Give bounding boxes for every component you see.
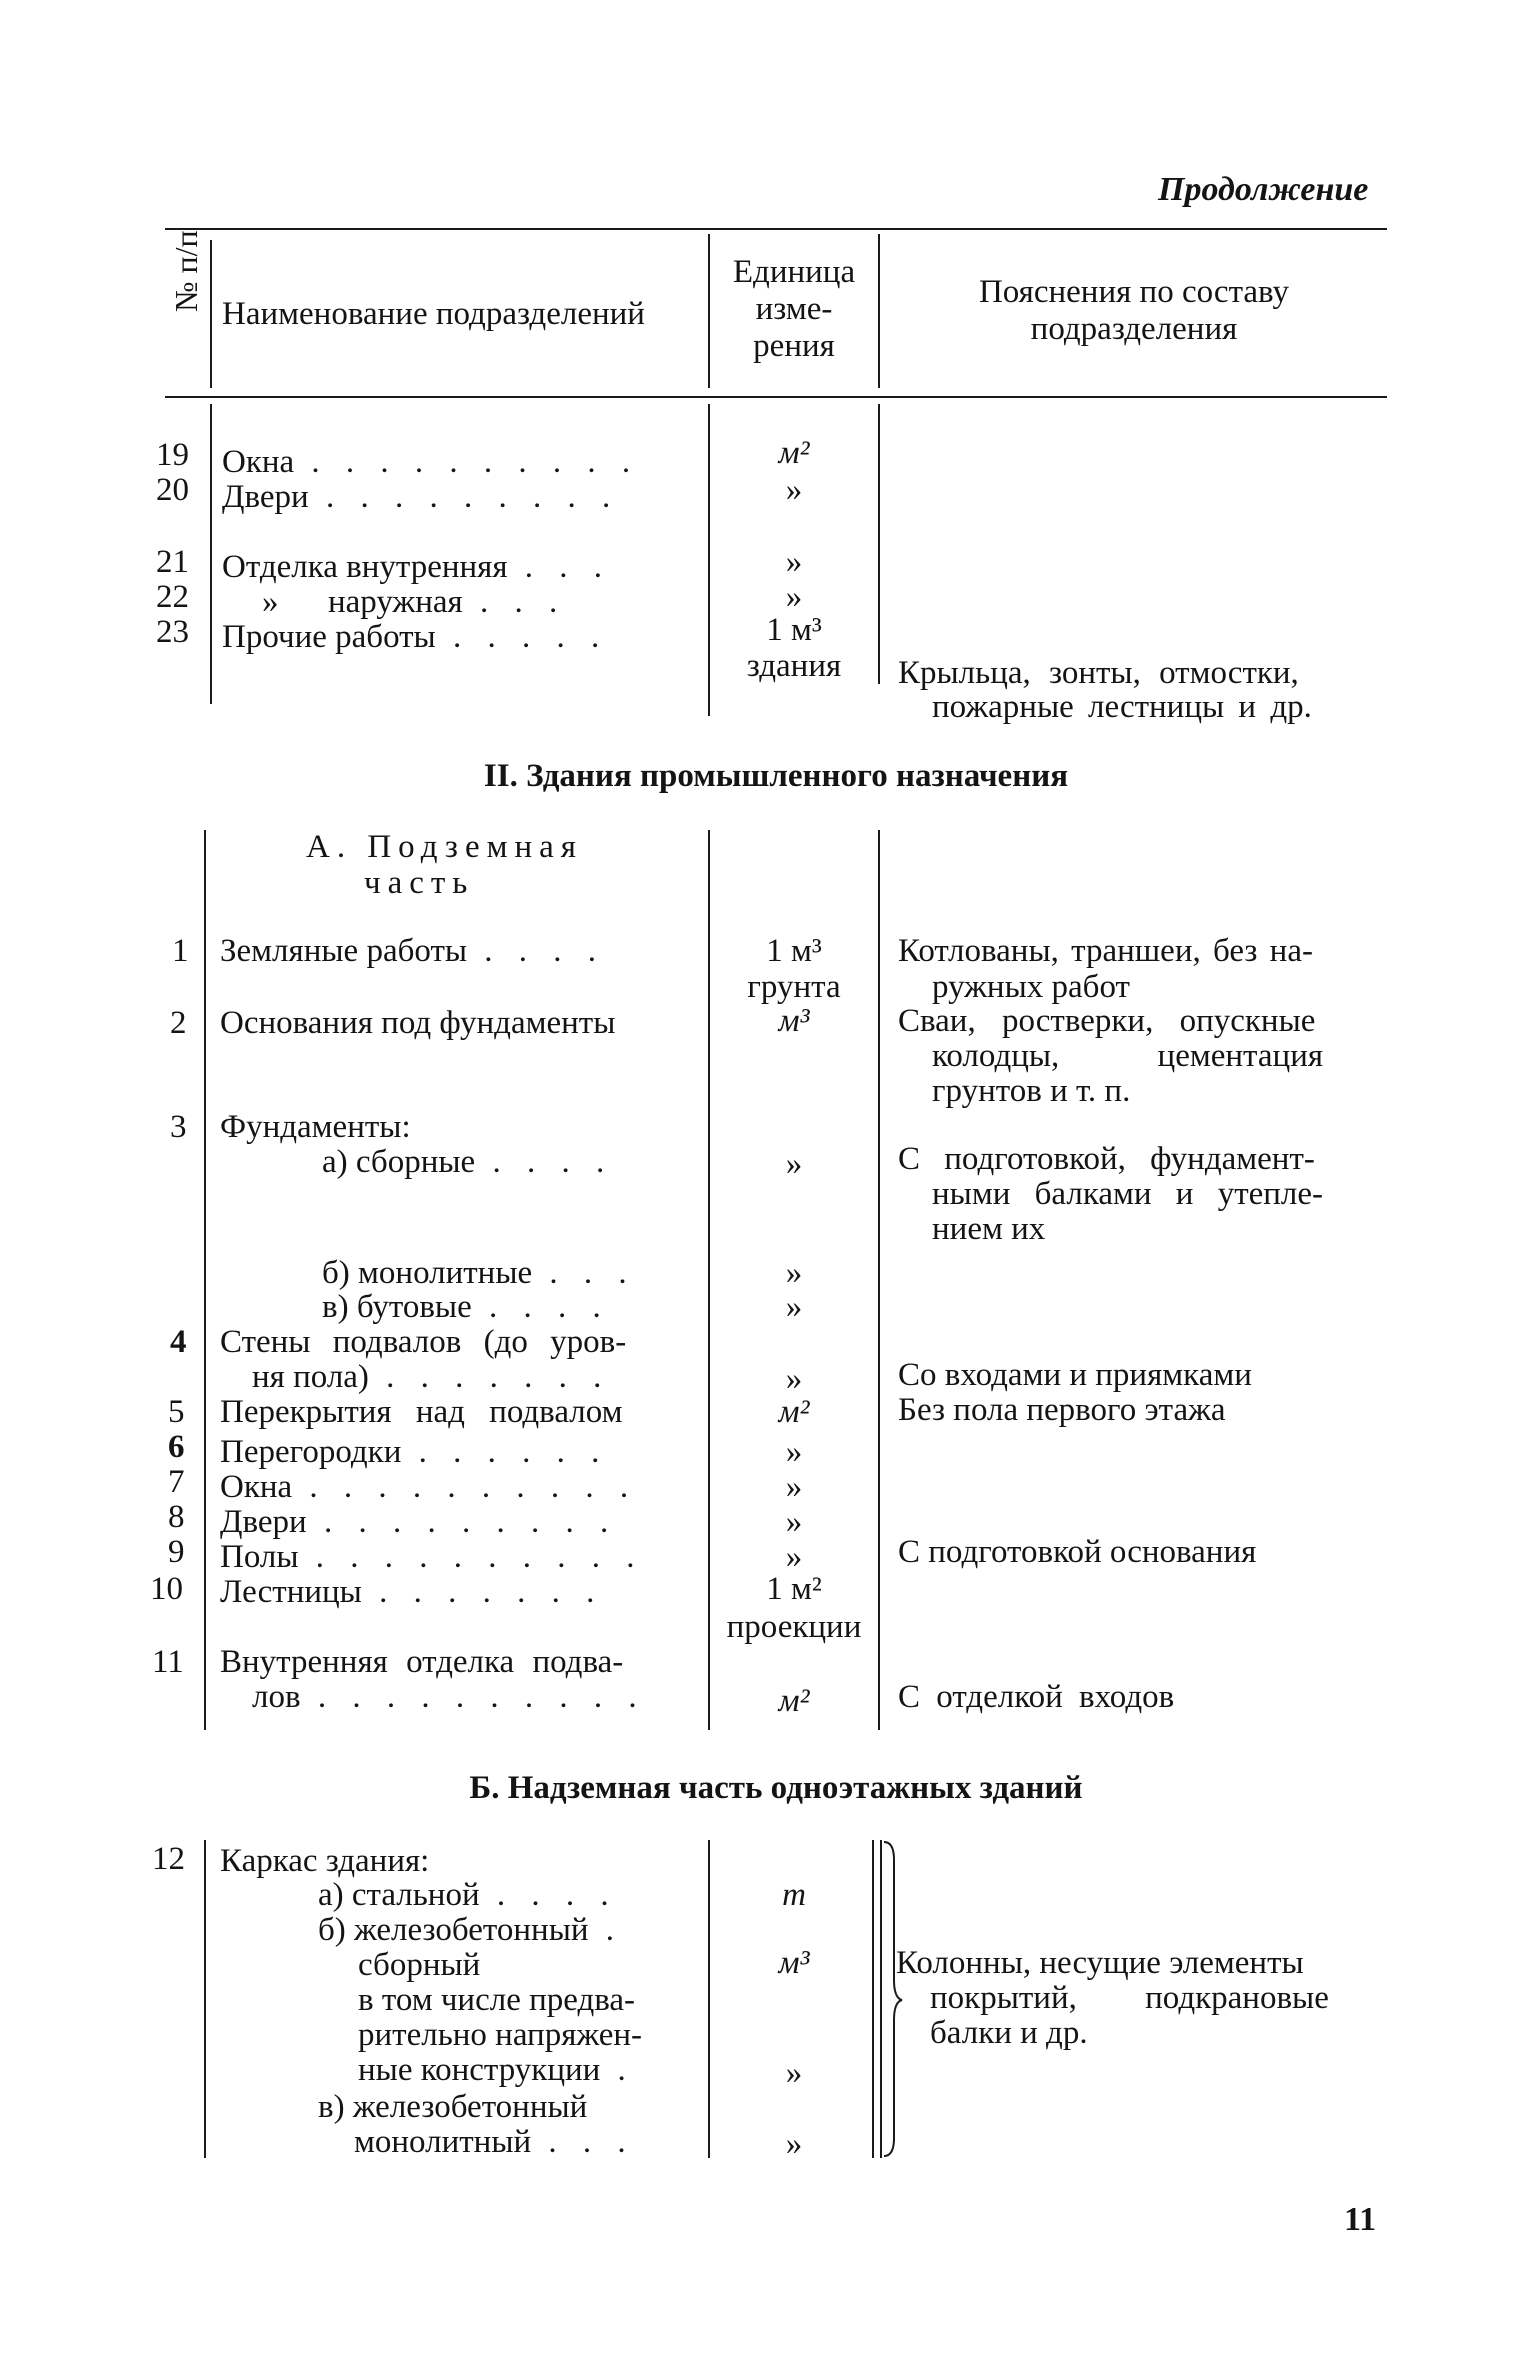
row-name: » наружная . . . [262, 584, 567, 620]
row-name: Внутренняя отделка подва- [220, 1644, 624, 1680]
row-num: 3 [170, 1109, 187, 1145]
b-sep-2 [708, 1840, 710, 2158]
row-explanation: Котлованы, траншеи, без на- [898, 933, 1313, 969]
row-name: б) монолитные . . . [322, 1255, 636, 1291]
row-name: Окна . . . . . . . . . . [220, 1469, 638, 1505]
row-num: 9 [168, 1534, 185, 1570]
subsection-title: Б. Надземная часть одноэтажных зданий [469, 1770, 1083, 1806]
row-unit: 1 м² [766, 1571, 822, 1607]
row-name: в) бутовые . . . . [322, 1289, 610, 1325]
row-num: 12 [152, 1841, 185, 1877]
row-name: Перегородки . . . . . . [220, 1434, 609, 1470]
row-num: 20 [156, 472, 189, 508]
row-num: 1 [172, 933, 189, 969]
row-name: Лестницы . . . . . . . [220, 1574, 604, 1610]
brace-icon [882, 1840, 904, 2158]
row-unit: » [785, 579, 803, 615]
row-unit: м² [778, 1683, 810, 1719]
row-explanation: Колонны, несущие элементы [896, 1945, 1304, 1981]
row-name: лов . . . . . . . . . . [252, 1679, 646, 1715]
row-explanation: нием их [932, 1211, 1046, 1247]
row-name: Полы . . . . . . . . . . [220, 1539, 644, 1575]
row-num: 21 [156, 544, 189, 580]
row-explanation: ными балками и утепле- [932, 1176, 1324, 1212]
a-sep-1 [204, 830, 206, 1730]
row-unit: т [782, 1877, 806, 1913]
row-unit: м² [778, 1394, 810, 1430]
row-name: Перекрытия над подвалом [220, 1394, 623, 1430]
row-unit: » [785, 1361, 803, 1397]
row-name: Фундаменты: [220, 1109, 411, 1145]
row-unit-2: здания [746, 648, 842, 684]
header-expl-2: подразделения [1030, 311, 1238, 347]
row-name: а) стальной . . . . [318, 1877, 618, 1913]
subsection-title: А. Подземная [306, 829, 583, 865]
header-top-rule [165, 228, 1387, 230]
row-explanation: Сваи, ростверки, опускные [898, 1003, 1316, 1039]
row-num: 6 [168, 1429, 185, 1465]
row-explanation: С отделкой входов [898, 1679, 1175, 1715]
row-unit: м² [778, 435, 810, 471]
row-name: в том числе предва- [358, 1982, 636, 2018]
row-unit-2: грунта [747, 969, 841, 1005]
row-unit: » [785, 1289, 803, 1325]
row-name: Прочие работы . . . . . [222, 619, 609, 655]
row-unit: » [785, 1504, 803, 1540]
row-unit: м³ [778, 1945, 810, 1981]
top-sep-2 [708, 404, 710, 716]
row-explanation: С подготовкой, фундамент- [898, 1141, 1315, 1177]
row-num: 4 [170, 1324, 187, 1360]
row-name: сборный [358, 1947, 481, 1983]
row-unit: » [785, 1434, 803, 1470]
section-title: II. Здания промышленного назначения [483, 758, 1069, 794]
continuation-label: Продолжение [1158, 171, 1369, 208]
row-name: б) железобетонный . [318, 1912, 624, 1948]
row-unit: » [785, 1539, 803, 1575]
row-explanation: Со входами и приямками [898, 1357, 1252, 1393]
row-unit: » [785, 544, 803, 580]
row-unit-2: проекции [726, 1609, 862, 1645]
row-name: Двери . . . . . . . . . [220, 1504, 618, 1540]
top-sep-3 [878, 404, 880, 684]
row-name: рительно напряжен- [358, 2017, 643, 2053]
row-unit: » [785, 2055, 803, 2091]
row-unit: » [785, 1255, 803, 1291]
header-name: Наименование подразделений [222, 296, 645, 332]
row-num: 19 [156, 437, 189, 473]
row-name: Двери . . . . . . . . . [222, 479, 620, 515]
a-sep-2 [708, 830, 710, 1730]
row-explanation: С подготовкой основания [898, 1534, 1257, 1570]
header-sep-1 [210, 240, 212, 388]
page-number: 11 [1344, 2201, 1377, 2238]
row-num: 8 [168, 1499, 185, 1535]
row-explanation: Без пола первого этажа [898, 1392, 1226, 1428]
row-explanation: пожарные лестницы и др. [932, 689, 1312, 725]
row-num: 7 [168, 1464, 185, 1500]
header-expl-1: Пояснения по составу [978, 274, 1290, 310]
row-num: 11 [152, 1644, 184, 1680]
row-explanation: грунтов и т. п. [932, 1073, 1131, 1109]
top-sep-1 [210, 404, 212, 704]
header-bottom-rule [165, 396, 1387, 398]
header-sep-3 [878, 234, 880, 388]
row-unit: » [785, 1469, 803, 1505]
row-name: Отделка внутренняя . . . [222, 549, 612, 585]
row-name: в) железобетонный [318, 2089, 588, 2125]
row-name: а) сборные . . . . [322, 1144, 614, 1180]
a-sep-3 [878, 830, 880, 1730]
row-name: ные конструкции . [358, 2052, 635, 2088]
row-unit: » [785, 2126, 803, 2162]
row-num: 22 [156, 579, 189, 615]
header-number: № п/п [168, 230, 204, 312]
header-unit-3: рения [753, 328, 835, 364]
subsection-title: часть [364, 865, 475, 901]
row-name: монолитный . . . [354, 2124, 635, 2160]
row-explanation: балки и др. [930, 2015, 1088, 2051]
row-name: Основания под фундаменты [220, 1005, 616, 1041]
row-unit: » [785, 1146, 803, 1182]
row-name: Каркас здания: [220, 1843, 430, 1879]
header-sep-2 [708, 234, 710, 388]
row-explanation: Крыльца, зонты, отмостки, [898, 655, 1299, 691]
row-num: 2 [170, 1005, 187, 1041]
row-name: ня пола) . . . . . . . [252, 1359, 611, 1395]
row-unit: м³ [778, 1003, 810, 1039]
row-name: Земляные работы . . . . [220, 933, 606, 969]
row-num: 5 [168, 1394, 185, 1430]
row-num: 23 [156, 614, 189, 650]
row-explanation: покрытий, подкрановые [930, 1980, 1329, 2016]
row-unit: 1 м³ [766, 933, 822, 969]
row-unit: 1 м³ [766, 612, 822, 648]
row-num: 10 [150, 1571, 183, 1607]
header-unit-2: изме- [755, 291, 833, 327]
header-unit-1: Единица [732, 254, 856, 290]
b-sep-1 [204, 1840, 206, 2158]
row-name: Окна . . . . . . . . . . [222, 444, 640, 480]
row-unit: » [785, 472, 803, 508]
row-name: Стены подвалов (до уров- [220, 1324, 627, 1360]
row-explanation: колодцы, цементация [932, 1038, 1324, 1074]
row-explanation: ружных работ [932, 969, 1130, 1005]
